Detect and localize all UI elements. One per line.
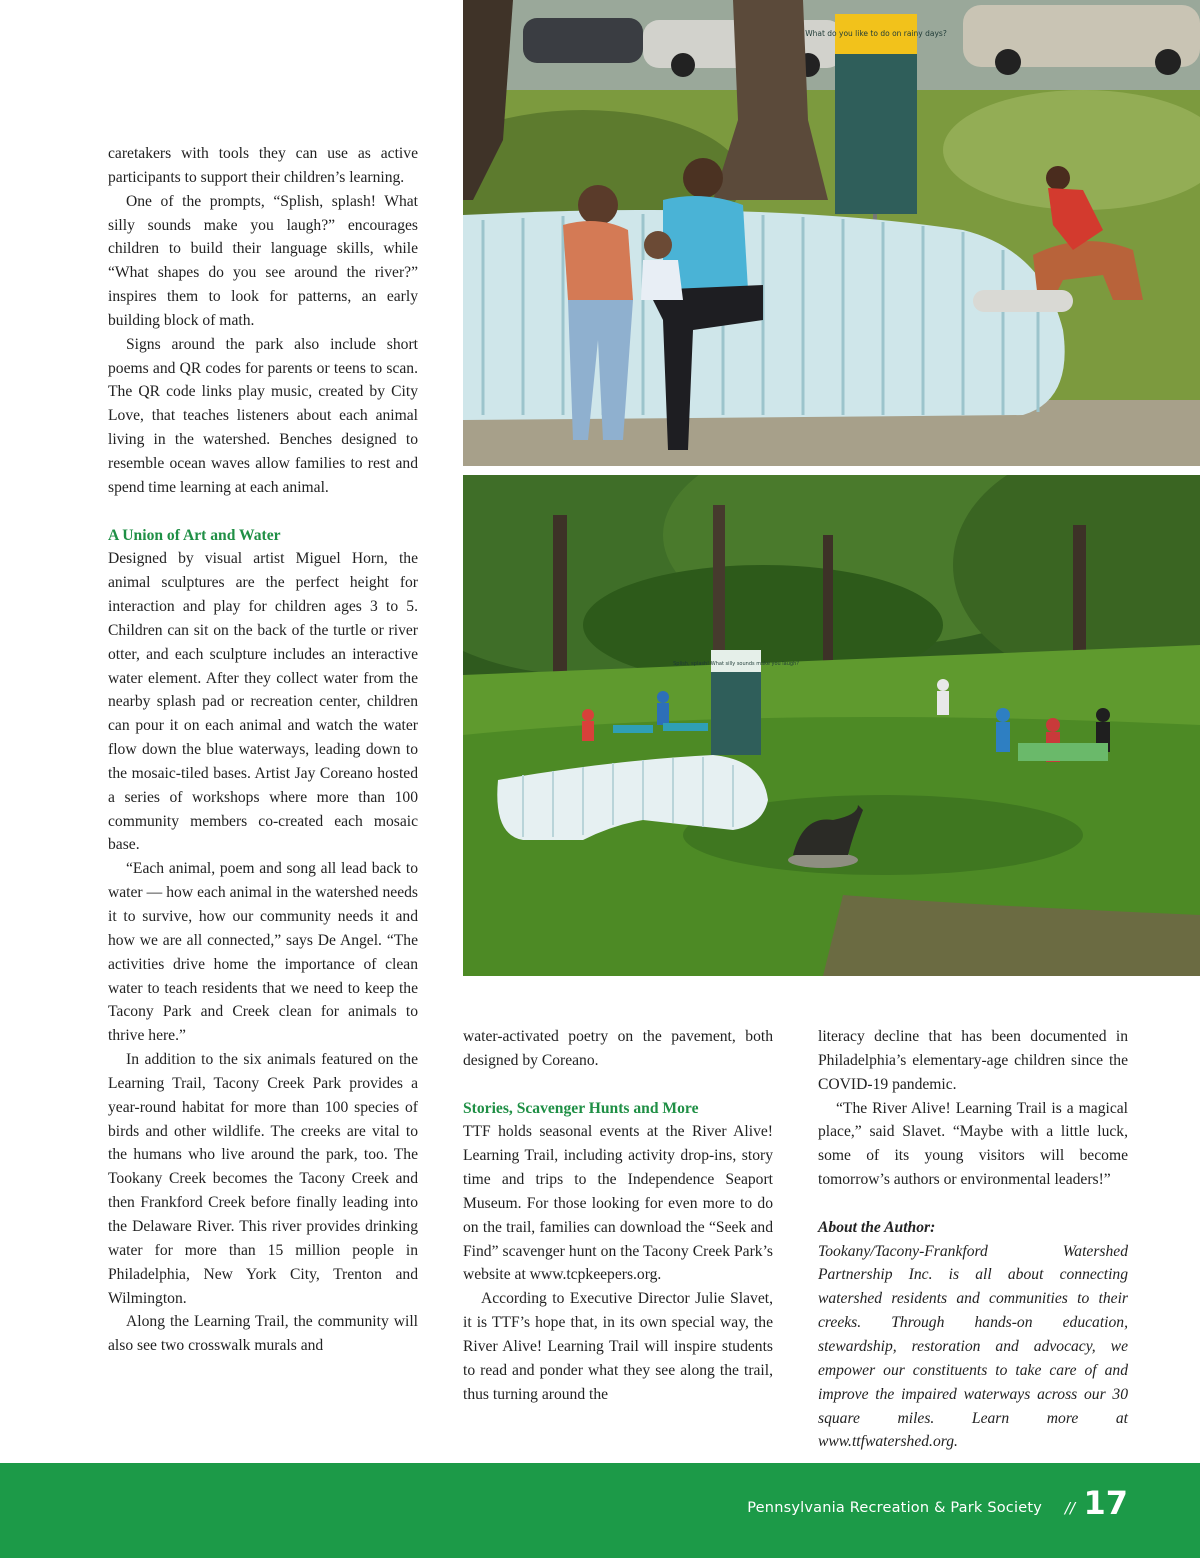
paragraph: According to Executive Director Julie Slavet, it is TTF’s hope that, in its own special way, the River Alive! Learning Trail will inspire students to read and ponder what they see along the trail, thus turning around the [463,1290,773,1403]
author-bio: Tookany/Tacony-Frankford Watershed Partnership Inc. is all about connecting watershed residents and communities to their creeks. Through hands-on education, stewardship, restoration and advocacy, we empower our constituents to take care of and improve the impaired waterways across our 30 square miles. Learn more at www.ttfwatershed.org. [818,1242,1128,1451]
article-column-3 [818,1025,1128,1454]
section-heading-art-and-water: A Union of Art and Water [108,526,281,544]
paragraph: “Each animal, poem and song all lead back to water — how each animal in the watershed needs it to survive, how our community needs it and how we are all connected,” says De Angel. “The activities drive home the importance of clean water to teach residents that we need to keep the Tacony Park and Creek clean for animals to thrive here.” [108,860,418,1045]
photo-park-activity [463,475,1200,976]
footer-separator: // [1064,1499,1075,1517]
section-heading-stories: Stories, Scavenger Hunts and More [463,1099,699,1117]
paragraph: Designed by visual artist Miguel Horn, the animal sculptures are the perfect height for interaction and play for children ages 3 to 5. Children can sit on the back of the turtle or river otter, and each sculpture includes an interactive water element. After they collect water from the nearby splash pad or recreation center, children can pour it on each animal and watch the water flow down the blue waterways, leading down to the mosaic-tiled bases. Artist Jay Coreano hosted a series of workshops where more than 100 community members co-created each mosaic base. [108,550,418,854]
paragraph: caretakers with tools they can use as active participants to support their children’s learning. [108,145,418,186]
page-number: 17 [1083,1484,1128,1522]
article-column-1 [108,142,418,1358]
sign-title: What do you like to do on rainy days? [805,29,947,38]
paragraph: TTF holds seasonal events at the River Alive! Learning Trail, including activity drop-ins, story time and trips to the Independence Seaport Museum. For those looking for even more to do on the trail, families can download the “Seek and Find” scavenger hunt on the Tacony Creek Park’s website at www.tcpkeepers.org. [463,1123,773,1284]
photo-family-on-bench [463,0,1200,466]
paragraph: One of the prompts, “Splish, splash! What silly sounds make you laugh?” encourages children to build their language skills, while “What shapes do you see around the river?” inspires them to look for patterns, an early building block of math. [108,192,418,329]
footer-publication-name: Pennsylvania Recreation & Park Society [747,1500,1042,1516]
paragraph: water-activated poetry on the pavement, both designed by Coreano. [463,1028,773,1069]
page-footer [0,1463,1200,1558]
paragraph: Signs around the park also include short poems and QR codes for parents or teens to scan. The QR code links play music, created by City Love, that teaches listeners about each animal living in the watershed. Benches designed to resemble ocean waves allow families to rest and spend time learning at each animal. [108,335,418,496]
paragraph: “The River Alive! Learning Trail is a magical place,” said Slavet. “Maybe with a little luck, some of its young visitors will become tomorrow’s authors or environmental leaders!” [818,1099,1128,1189]
article-column-2 [463,1025,773,1407]
paragraph: In addition to the six animals featured on the Learning Trail, Tacony Creek Park provides a year-round habitat for more than 100 species of birds and other wildlife. The creeks are vital to the humans who live around the park, too. The Tookany Creek becomes the Tacony Creek and then Frankford Creek before finally leading into the Delaware River. This river provides drinking water for more than 15 million people in Philadelphia, New York City, Trenton and Wilmington. [108,1051,418,1307]
paragraph: literacy decline that has been documented in Philadelphia’s elementary-age children since the COVID-19 pandemic. [818,1028,1128,1093]
paragraph: Along the Learning Trail, the community will also see two crosswalk murals and [108,1313,418,1355]
sign-title: Splish, splash! What silly sounds make you laugh? [673,661,799,667]
author-heading: About the Author: [818,1218,936,1236]
